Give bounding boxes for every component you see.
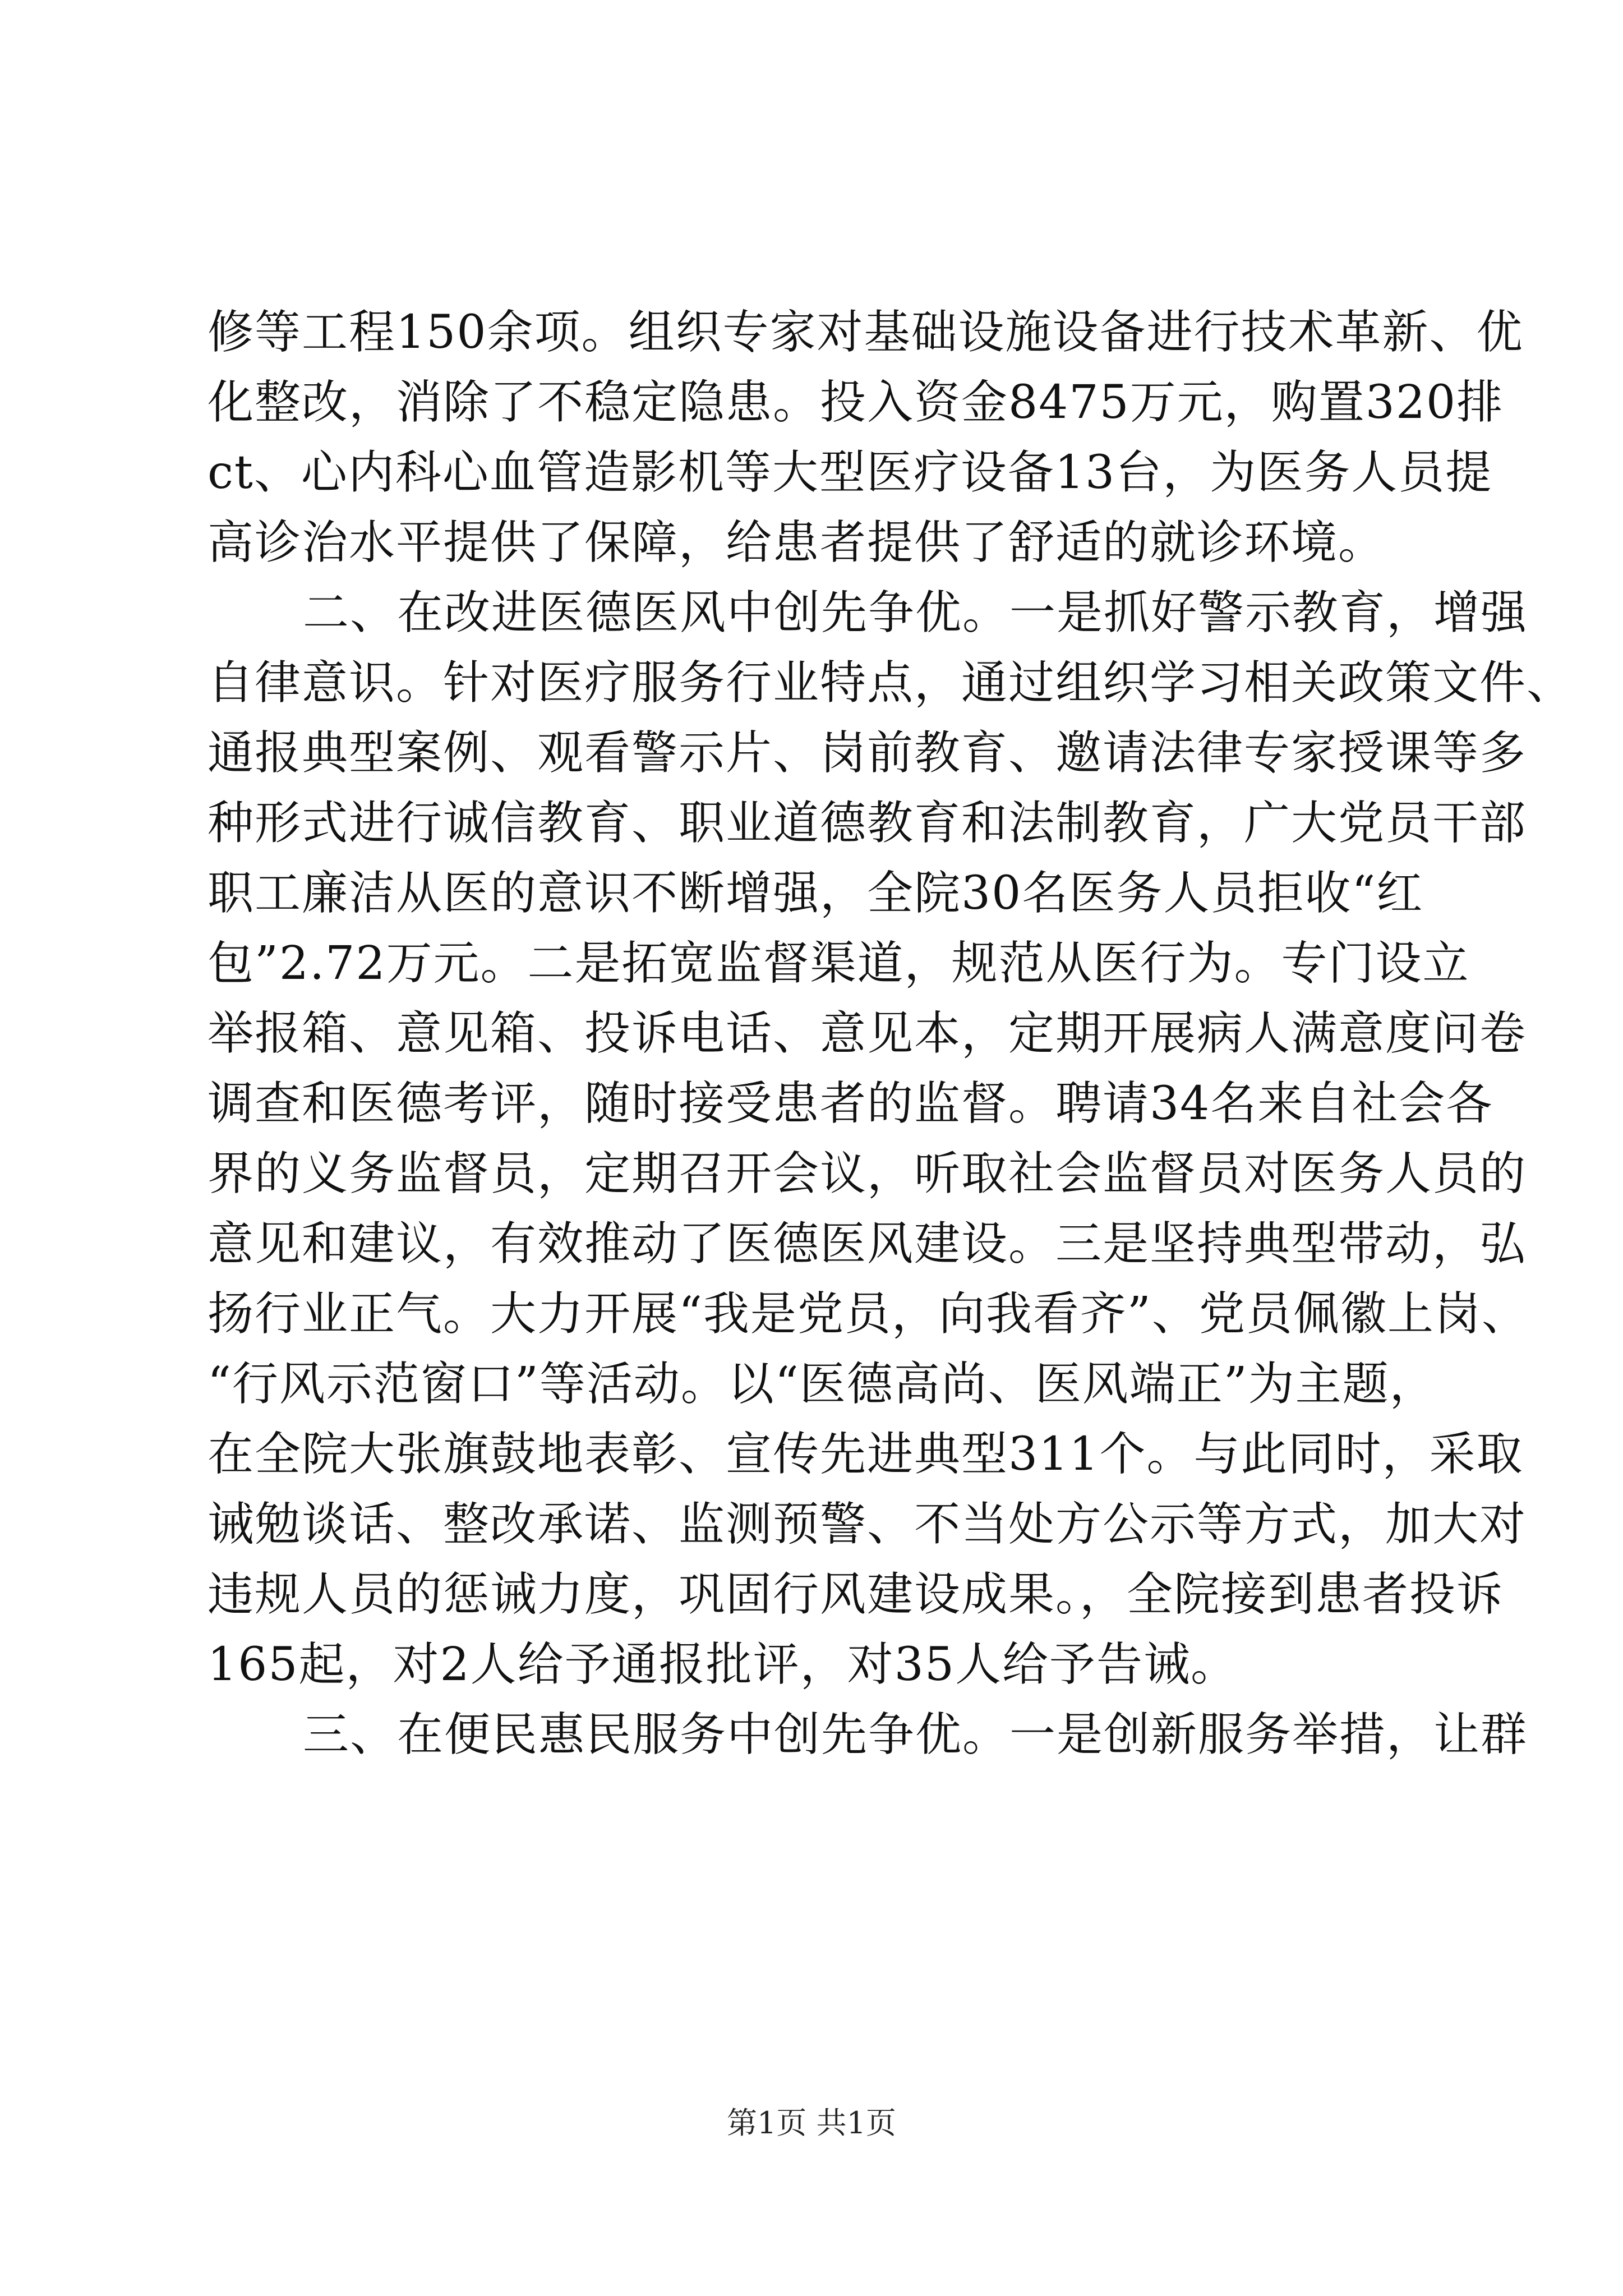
- text-line: 在全院大张旗鼓地表彰、宣传先进典型311个。与此同时，采取: [208, 1428, 1524, 1481]
- text-line: 自律意识。针对医疗服务行业特点，通过组织学习相关政策文件、: [208, 656, 1574, 710]
- text-line: ct、心内科心血管造影机等大型医疗设备13台，为医务人员提: [208, 446, 1493, 499]
- text-line: 举报箱、意见箱、投诉电话、意见本，定期开展病人满意度问卷: [208, 1007, 1527, 1060]
- text-line: 高诊治水平提供了保障，给患者提供了舒适的就诊环境。: [208, 516, 1386, 569]
- paragraph-convenience-service: [208, 1700, 1528, 1770]
- text-line: 包”2.72万元。二是拓宽监督渠道，规范从医行为。专门设立: [208, 937, 1470, 990]
- text-line: 修等工程150余项。组织专家对基础设施设备进行技术革新、优: [208, 306, 1524, 359]
- text-line: 种形式进行诚信教育、职业道德教育和法制教育，广大党员干部: [208, 797, 1527, 850]
- page-footer: 第1页 共1页: [727, 2105, 896, 2141]
- text-line: 通报典型案例、观看警示片、岗前教育、邀请法律专家授课等多: [208, 726, 1527, 780]
- text-line: 违规人员的惩诫力度，巩固行风建设成果。，全院接到患者投诉: [208, 1568, 1504, 1621]
- paragraph-medical-ethics: [208, 578, 1574, 1700]
- text-line: 165起，对2人给予通报批评，对35人给予告诫。: [208, 1638, 1238, 1691]
- text-line: 化整改，消除了不稳定隐患。投入资金8475万元，购置320排: [208, 376, 1504, 429]
- text-line: 界的义务监督员，定期召开会议，听取社会监督员对医务人员的: [208, 1147, 1527, 1200]
- text-line: 三、在便民惠民服务中创先争优。一是创新服务举措，让群: [303, 1708, 1528, 1761]
- text-line: 意见和建议，有效推动了医德医风建设。三是坚持典型带动，弘: [208, 1217, 1527, 1271]
- text-line: 职工廉洁从医的意识不断增强，全院30名医务人员拒收“红: [208, 867, 1424, 920]
- paragraph-continuation: [208, 297, 1524, 578]
- text-line: 二、在改进医德医风中创先争优。一是抓好警示教育，增强: [303, 586, 1528, 639]
- text-line: “行风示范窗口”等活动。以“医德高尚、医风端正”为主题，: [208, 1358, 1437, 1411]
- text-line: 诫勉谈话、整改承诺、监测预警、不当处方公示等方式，加大对: [208, 1498, 1527, 1551]
- document-body: [208, 297, 1574, 1770]
- text-line: 调查和医德考评，随时接受患者的监督。聘请34名来自社会各: [208, 1077, 1493, 1130]
- text-line: 扬行业正气。大力开展“我是党员，向我看齐”、党员佩徽上岗、: [208, 1287, 1529, 1341]
